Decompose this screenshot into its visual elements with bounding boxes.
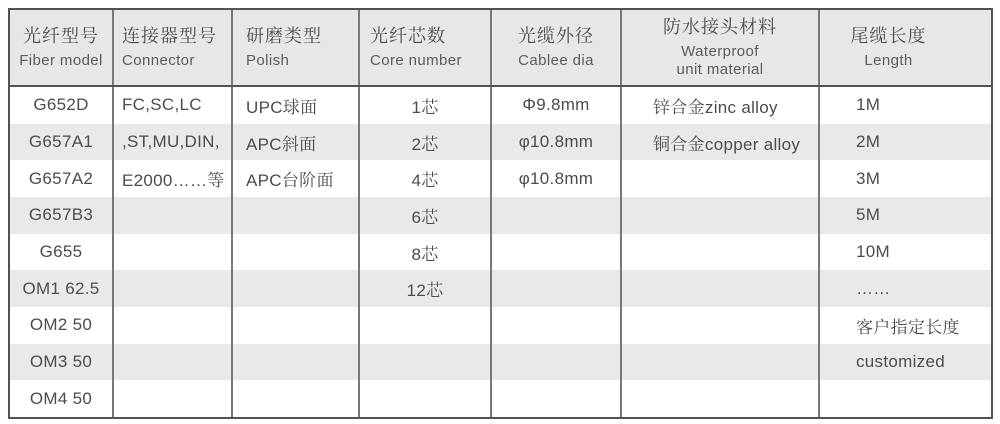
table-cell: OM2 50 [10, 307, 114, 344]
column-header-zh: 光缆外径 [518, 26, 594, 46]
table-cell: APC斜面 [233, 124, 360, 161]
table-cell: G657A2 [10, 160, 114, 197]
column-header-polish [233, 10, 360, 85]
table-cell: 2M [856, 132, 881, 151]
table-cell [114, 344, 233, 381]
table-cell [360, 307, 492, 344]
column-header-fiber-model [10, 10, 114, 85]
table-cell: 锌合金zinc alloy [622, 87, 820, 124]
table-cell: ,ST,MU,DIN, [114, 124, 233, 161]
table-cell: …… [856, 278, 891, 298]
table-cell [114, 270, 233, 307]
table-row [10, 87, 991, 124]
table-body [10, 87, 991, 417]
table-cell [233, 270, 360, 307]
table-cell: φ10.8mm [492, 160, 622, 197]
table-cell: APC台阶面 [233, 160, 360, 197]
table-cell: 6芯 [360, 197, 492, 234]
column-header-zh: 防水接头材料 [663, 17, 777, 37]
column-header-en: Waterproof [681, 43, 759, 60]
column-header-en: Connector [122, 52, 195, 69]
column-header-core-number [360, 10, 492, 85]
column-header-cable-dia [492, 10, 622, 85]
column-header-zh: 光纤型号 [23, 26, 99, 46]
table-cell [622, 160, 820, 197]
table-row [10, 160, 991, 197]
table-header-row [10, 10, 991, 87]
table-cell: 1芯 [360, 87, 492, 124]
table-cell [114, 307, 233, 344]
column-header-en-line2: unit material [676, 61, 764, 78]
table-cell [233, 234, 360, 271]
table-row [10, 197, 991, 234]
column-header-zh: 光纤芯数 [370, 26, 446, 46]
table-cell: 2芯 [360, 124, 492, 161]
column-header-zh: 研磨类型 [246, 26, 322, 46]
table-cell [492, 270, 622, 307]
column-header-waterproof-material [622, 10, 820, 85]
column-header-en: Length [864, 52, 913, 69]
table-cell: UPC球面 [233, 87, 360, 124]
table-cell [622, 234, 820, 271]
table-cell: 10M [856, 242, 890, 262]
column-header-en: Fiber model [19, 52, 103, 69]
table-cell: G652D [10, 87, 114, 124]
column-header-en: Cablee dia [518, 52, 594, 69]
table-row [10, 307, 991, 344]
table-cell [233, 197, 360, 234]
table-cell [233, 344, 360, 381]
table-cell [622, 307, 820, 344]
table-cell: 铜合金copper alloy [622, 124, 820, 161]
table-cell: 5M [856, 205, 881, 225]
table-row [10, 270, 991, 307]
table-cell [492, 307, 622, 344]
table-cell: 3M [856, 168, 881, 188]
table-row [10, 124, 991, 161]
table-cell [114, 380, 233, 417]
table-cell: 客户指定长度 [856, 317, 960, 337]
table-cell: OM3 50 [10, 344, 114, 381]
table-cell [622, 197, 820, 234]
column-header-zh: 连接器型号 [122, 26, 217, 46]
column-header-length [820, 10, 991, 85]
table-cell [492, 197, 622, 234]
column-header-en: Core number [370, 52, 462, 69]
table-row [10, 380, 991, 417]
table-cell: G657B3 [10, 197, 114, 234]
table-cell [492, 380, 622, 417]
table-cell: G657A1 [10, 124, 114, 161]
table-cell [622, 344, 820, 381]
fiber-spec-table [8, 8, 993, 419]
table-cell [622, 270, 820, 307]
table-cell: OM4 50 [10, 380, 114, 417]
table-cell [820, 380, 991, 417]
table-cell: Φ9.8mm [492, 87, 622, 124]
table-cell: G655 [10, 234, 114, 271]
table-cell: OM1 62.5 [10, 270, 114, 307]
table-cell: customized [856, 352, 945, 372]
table-cell [622, 380, 820, 417]
table-cell: 1M [856, 95, 881, 115]
table-cell [114, 234, 233, 271]
table-cell: 12芯 [360, 270, 492, 307]
table-cell [492, 234, 622, 271]
table-cell: FC,SC,LC [114, 87, 233, 124]
table-cell [233, 380, 360, 417]
column-header-zh: 尾缆长度 [850, 26, 927, 46]
table-cell [360, 344, 492, 381]
table-cell: 8芯 [360, 234, 492, 271]
table-cell: E2000……等 [114, 160, 233, 197]
table-cell [492, 344, 622, 381]
table-row [10, 234, 991, 271]
table-cell: 4芯 [360, 160, 492, 197]
table-cell: φ10.8mm [492, 124, 622, 161]
column-header-en: Polish [246, 52, 290, 69]
table-row [10, 344, 991, 381]
table-cell [233, 307, 360, 344]
column-header-connector [114, 10, 233, 85]
table-cell [360, 380, 492, 417]
table-cell [114, 197, 233, 234]
